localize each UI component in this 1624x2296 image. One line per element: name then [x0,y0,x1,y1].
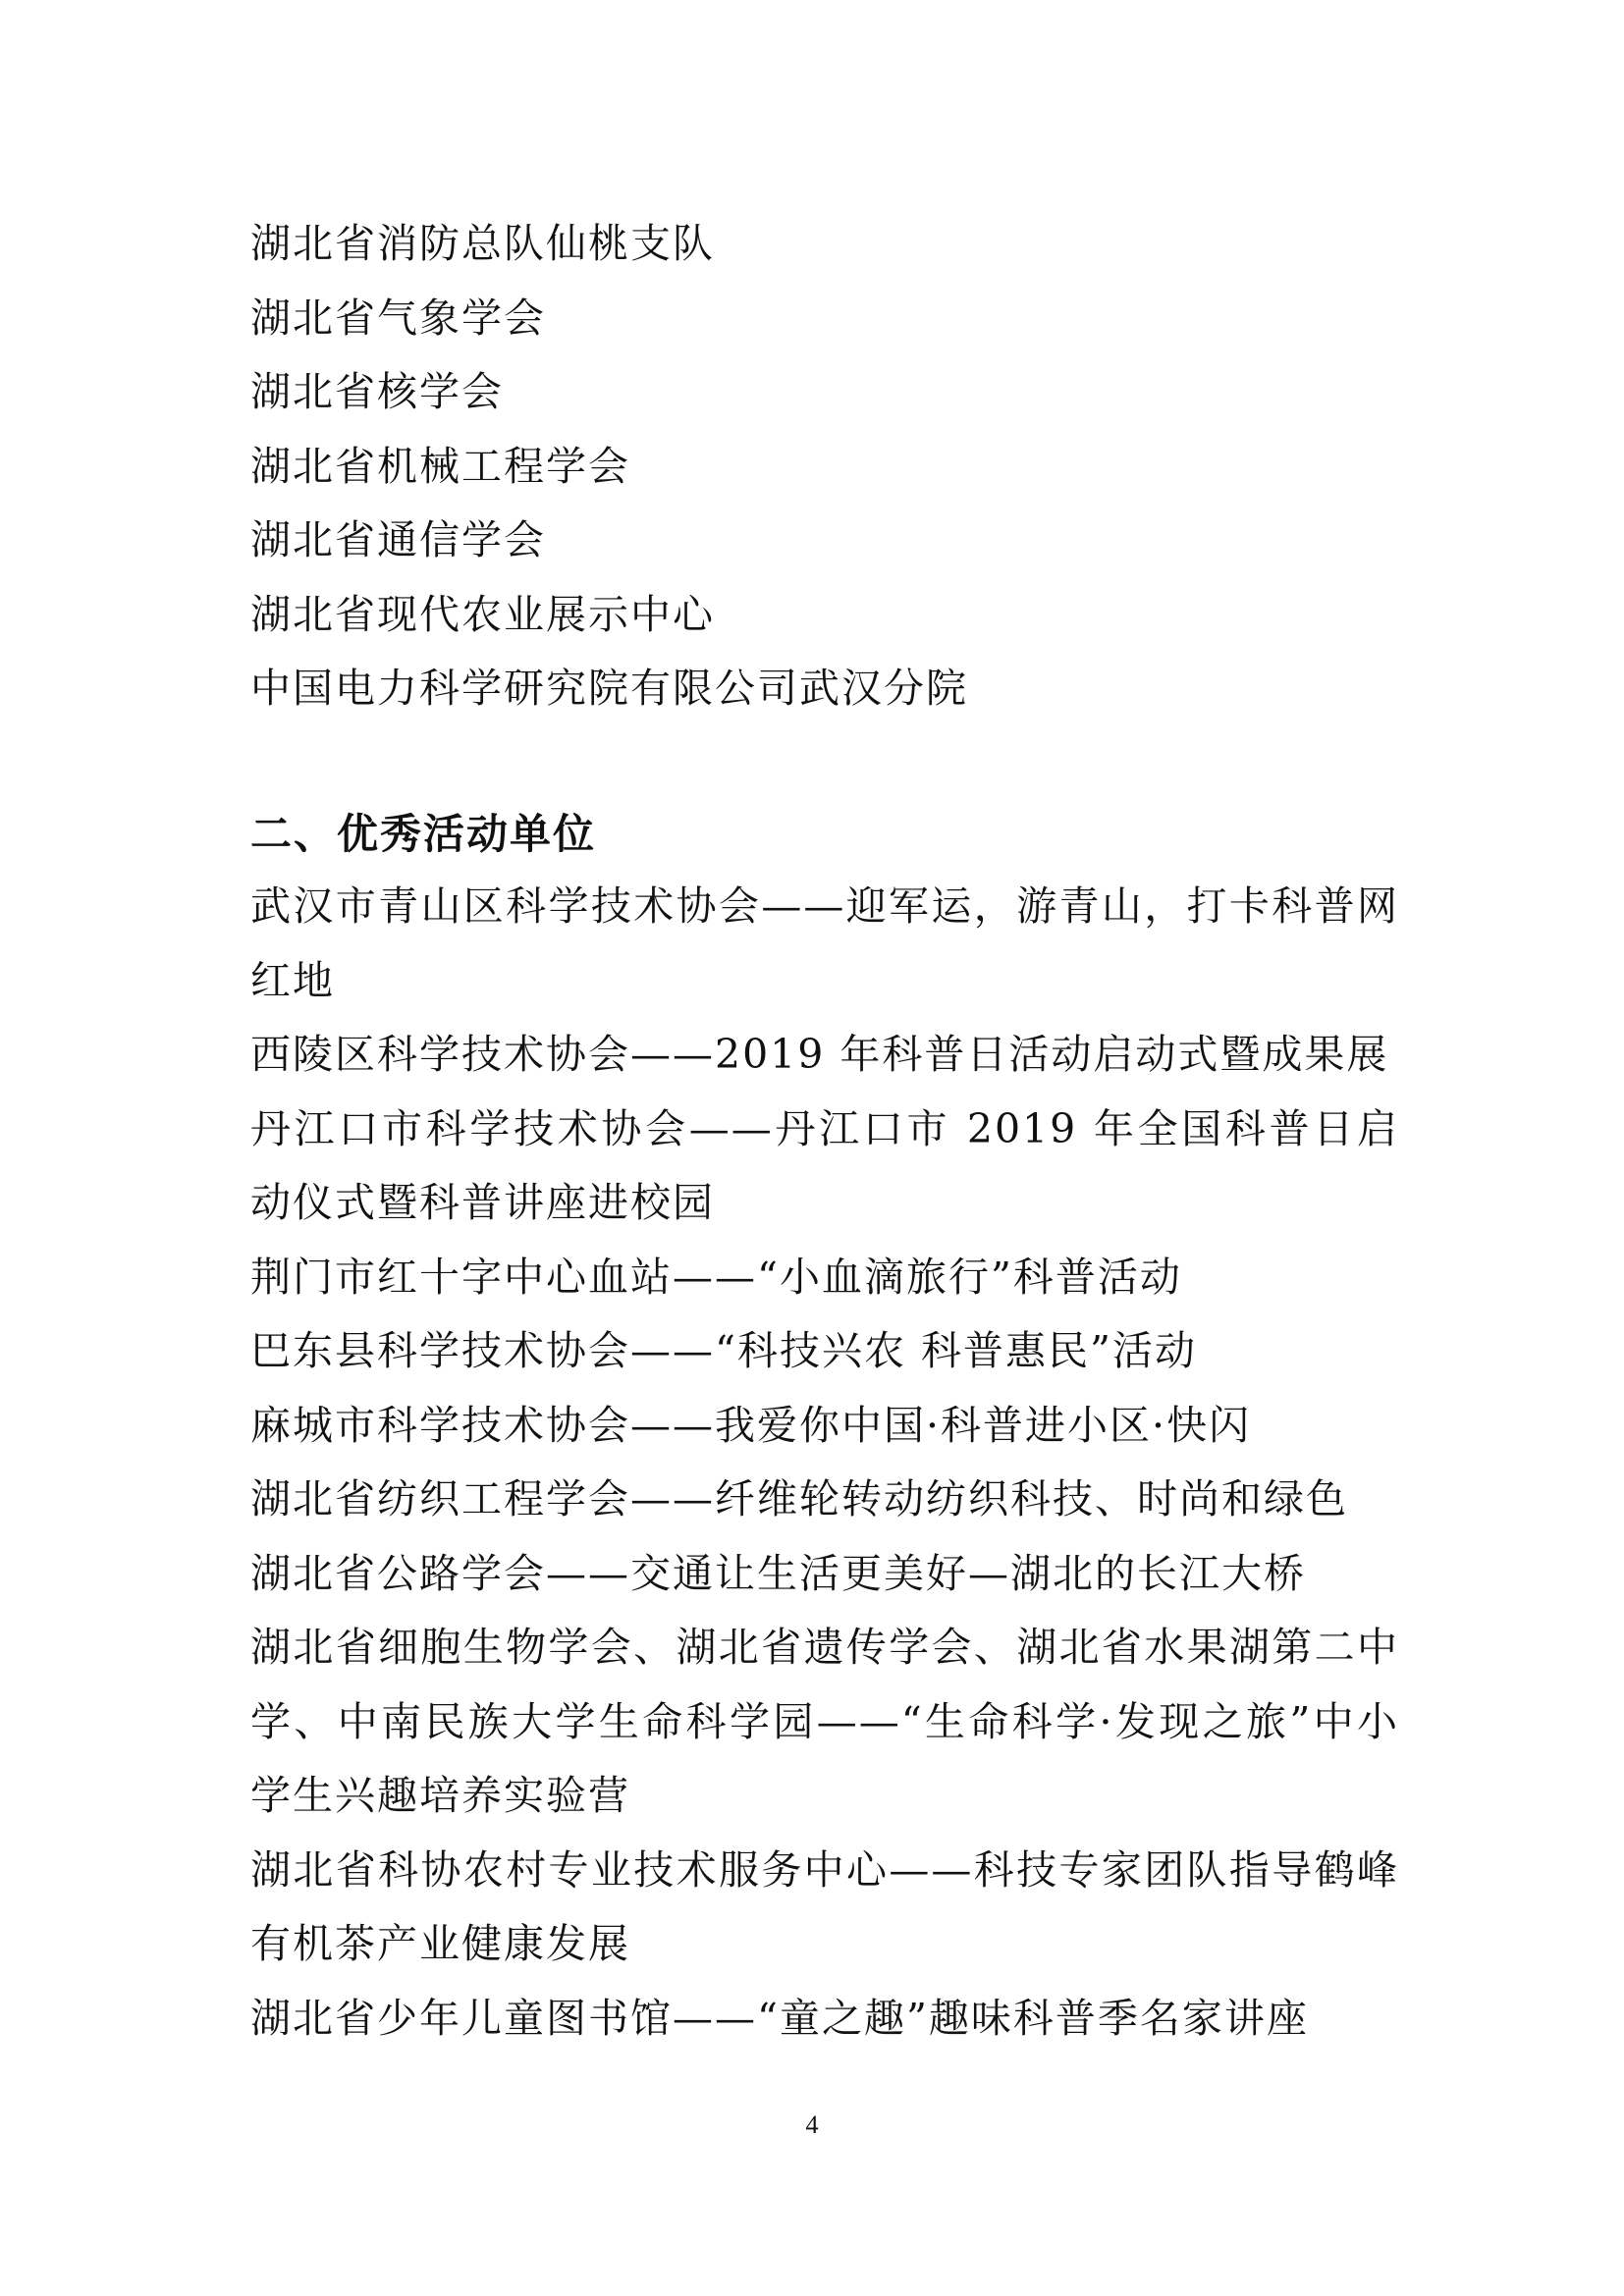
list-item: 荆门市红十字中心血站——“小血滴旅行”科普活动 [250,1253,1182,1301]
list-item: 湖北省现代农业展示中心 [250,590,715,638]
list-item: 武汉市青山区科学技术协会——迎军运，游青山，打卡科普网红地 [250,882,1399,1004]
list-item: 湖北省核学会 [250,368,504,415]
list-item: 西陵区科学技术协会——2019 年科普日活动启动式暨成果展 [250,1031,1389,1078]
list-item: 丹江口市科学技术协会——丹江口市 2019 年全国科普日启动仪式暨科普讲座进校园 [250,1104,1399,1226]
section-heading: 二、优秀活动单位 [250,810,597,858]
list-item: 湖北省机械工程学会 [250,442,630,490]
list-item: 湖北省消防总队仙桃支队 [250,220,715,267]
list-item: 巴东县科学技术协会——“科技兴农 科普惠民”活动 [250,1327,1197,1374]
list-item: 湖北省公路学会——交通让生活更美好—湖北的长江大桥 [250,1549,1306,1597]
page-number: 4 [805,2110,819,2139]
list-item: 湖北省科协农村专业技术服务中心——科技专家团队指导鹤峰有机茶产业健康发展 [250,1845,1399,1967]
list-item: 中国电力科学研究院有限公司武汉分院 [250,665,968,712]
list-item: 麻城市科学技术协会——我爱你中国·科普进小区·快闪 [250,1401,1252,1449]
list-item: 湖北省纺织工程学会——纤维轮转动纺织科技、时尚和绿色 [250,1475,1348,1522]
award-units-list [250,207,1389,726]
list-item: 湖北省细胞生物学会、湖北省遗传学会、湖北省水果湖第二中学、中南民族大学生命科学园——“生命科学·发现之旅”中小学生兴趣培养实验营 [250,1624,1399,1819]
activity-units-list [250,870,1399,2056]
list-item: 湖北省气象学会 [250,294,546,342]
list-item: 湖北省通信学会 [250,516,546,563]
list-item: 湖北省少年儿童图书馆——“童之趣”趣味科普季名家讲座 [250,1994,1309,2042]
